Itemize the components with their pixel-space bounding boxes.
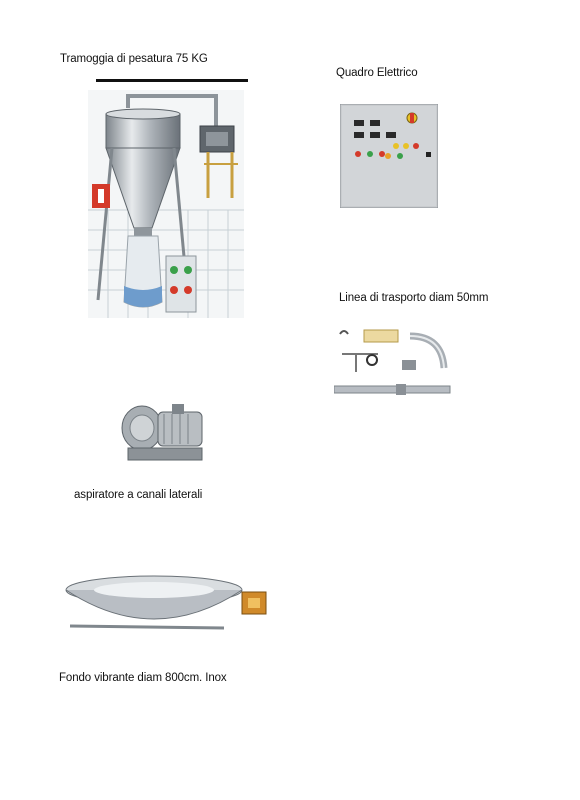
panel-caption: Quadro Elettrico — [336, 67, 418, 79]
weighing-hopper-photo — [88, 90, 244, 318]
control-panel-photo — [340, 104, 438, 208]
side-channel-blower-photo — [116, 398, 208, 470]
vibrating-caption: Fondo vibrante diam 800cm. Inox — [59, 672, 227, 684]
hopper-caption: Tramoggia di pesatura 75 KG — [60, 53, 208, 65]
line-caption: Linea di trasporto diam 50mm — [339, 292, 489, 304]
transport-line-photo — [334, 326, 452, 402]
vibrating-bottom-photo — [64, 570, 274, 636]
blower-caption: aspiratore a canali laterali — [74, 489, 203, 501]
hopper-underline — [96, 79, 248, 82]
